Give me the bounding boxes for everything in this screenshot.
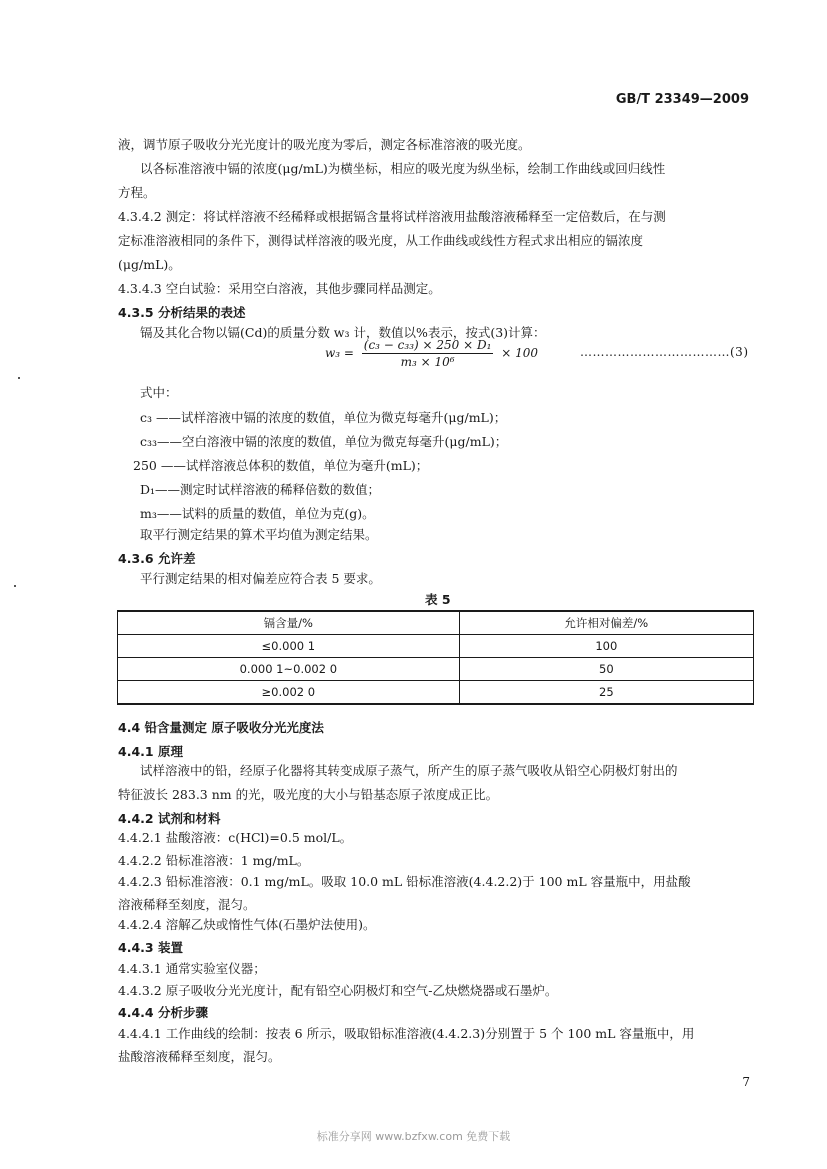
text-line: 4.3.4.3 空白试验：采用空白溶液，其他步骤同样品测定。 (118, 281, 441, 296)
table-cell: 100 (459, 635, 753, 658)
formula-numerator: (c₃ − c₃₃) × 250 × D₁ (363, 338, 492, 352)
text-line: 溶液稀释至刻度，混匀。 (118, 897, 256, 912)
text-line: 4.4.3.2 原子吸收分光光度计，配有铅空心阴极灯和空气-乙炔燃烧器或石墨炉。 (118, 983, 558, 998)
table-cell: 0.000 1~0.002 0 (118, 658, 460, 681)
section-heading: 表 5 (425, 592, 451, 607)
text-line: 平行测定结果的相对偏差应符合表 5 要求。 (140, 571, 381, 586)
table-row (118, 635, 754, 658)
section-heading: 4.4.3 装置 (118, 940, 183, 955)
footer-watermark: 标准分享网 www.bzfxw.com 免费下载 (316, 1130, 511, 1143)
text-line: 4.4.2.2 铅标准溶液：1 mg/mL。 (118, 853, 310, 868)
text-line: c₃₃——空白溶液中镉的浓度的数值，单位为微克每毫升(μg/mL)； (140, 434, 508, 449)
table-row (118, 658, 754, 681)
text-line: 250 ——试样溶液总体积的数值，单位为毫升(mL)； (133, 458, 429, 473)
formula-tail: × 100 (501, 346, 539, 360)
section-heading: 4.3.6 允许差 (118, 551, 196, 566)
formula-denominator: m₃ × 10⁶ (400, 355, 455, 369)
text-line: 式中： (140, 385, 178, 400)
header-cadmium-content: 镉含量/% (118, 611, 460, 635)
text-line: 镉及其化合物以镉(Cd)的质量分数 w₃ 计，数值以%表示，按式(3)计算： (140, 325, 546, 340)
table-cell: 25 (459, 681, 753, 705)
equation-number: ………………………………(3) (580, 345, 749, 359)
text-line: 4.4.2.3 铅标准溶液：0.1 mg/mL。吸取 10.0 mL 铅标准溶液(4.4.2.2)于 100 mL 容量瓶中，用盐酸 (118, 874, 691, 889)
text-line: 特征波长 283.3 nm 的光，吸光度的大小与铅基态原子浓度成正比。 (118, 787, 499, 802)
text-line: 4.3.4.2 测定：将试样溶液不经稀释或根据镉含量将试样溶液用盐酸溶液稀释至一定倍数后，在与测 (118, 209, 666, 224)
text-line: 以各标准溶液中镉的浓度(μg/mL)为横坐标，相应的吸光度为纵坐标，绘制工作曲线或回归线性 (140, 161, 666, 176)
text-line: D₁——测定时试样溶液的稀释倍数的数值； (140, 482, 381, 497)
table-cell: 50 (459, 658, 753, 681)
text-line: 4.4.2.1 盐酸溶液：c(HCl)=0.5 mol/L。 (118, 830, 353, 845)
text-line: 盐酸溶液稀释至刻度，混匀。 (118, 1049, 281, 1064)
standard-number: GB/T 23349—2009 (615, 92, 749, 107)
section-heading: 4.4.2 试剂和材料 (118, 811, 221, 826)
text-line: 液，调节原子吸收分光光度计的吸光度为零后，测定各标准溶液的吸光度。 (118, 137, 531, 152)
formula-fraction (362, 338, 494, 369)
text-line: (μg/mL)。 (118, 257, 181, 272)
text-line: 试样溶液中的铅，经原子化器将其转变成原子蒸气，所产生的原子蒸气吸收从铅空心阴极灯射出的 (140, 763, 678, 778)
text-line: c₃ ——试样溶液中镉的浓度的数值，单位为微克每毫升(μg/mL)； (140, 410, 507, 425)
scan-speck (18, 377, 20, 379)
section-heading: 4.3.5 分析结果的表述 (118, 305, 246, 320)
text-line: 定标准溶液相同的条件下，测得试样溶液的吸光度，从工作曲线或线性方程式求出相应的镉浓度 (118, 233, 644, 248)
table-row (118, 681, 754, 705)
text-line: 取平行测定结果的算术平均值为测定结果。 (140, 527, 378, 542)
section-heading: 4.4.1 原理 (118, 744, 183, 759)
header-allowed-deviation: 允许相对偏差/% (459, 611, 753, 635)
section-heading: 4.4 铅含量测定 原子吸收分光光度法 (118, 720, 324, 735)
table-cell: ≤0.000 1 (118, 635, 460, 658)
table-5 (117, 610, 754, 705)
table-header-row (118, 611, 754, 635)
formula-lhs: w₃ = (325, 346, 354, 360)
text-line: 4.4.3.1 通常实验室仪器； (118, 961, 266, 976)
section-heading: 4.4.4 分析步骤 (118, 1005, 208, 1020)
text-line: 4.4.4.1 工作曲线的绘制：按表 6 所示，吸取铅标准溶液(4.4.2.3)分别置于 5 个 100 mL 容量瓶中，用 (118, 1026, 695, 1041)
table-cell: ≥0.002 0 (118, 681, 460, 705)
page-number: 7 (742, 1075, 750, 1089)
text-line: 方程。 (118, 185, 156, 200)
scan-speck (14, 585, 16, 587)
text-line: m₃——试料的质量的数值，单位为克(g)。 (140, 506, 375, 521)
text-line: 4.4.2.4 溶解乙炔或惰性气体(石墨炉法使用)。 (118, 917, 376, 932)
formula-3 (325, 338, 538, 369)
